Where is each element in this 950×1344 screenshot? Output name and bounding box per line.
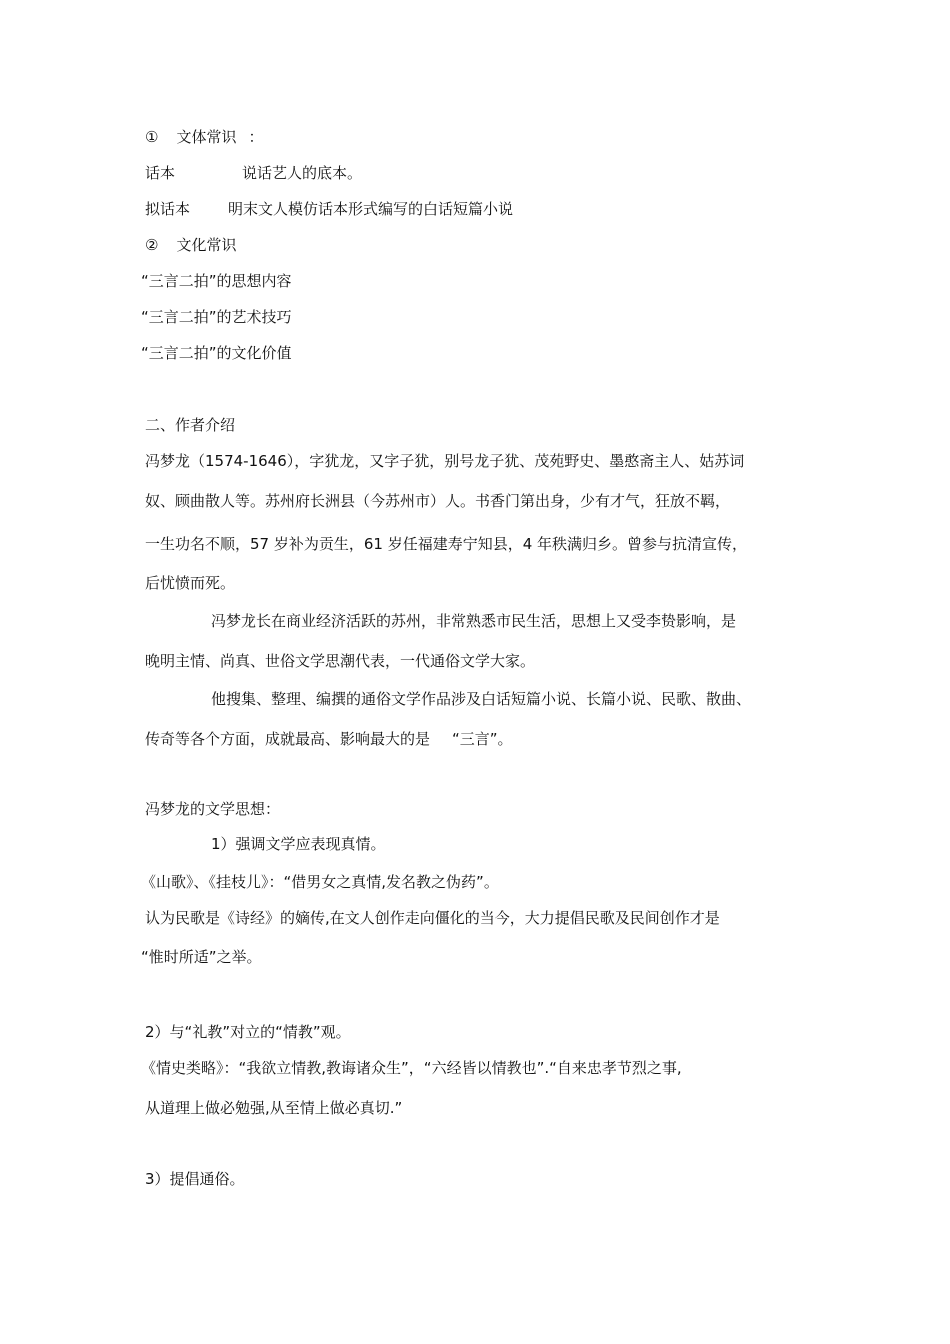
culture-item: “三言二拍”的艺术技巧	[141, 308, 292, 326]
item1-marker: ①	[145, 128, 159, 146]
nihuaben-definition: 明末文人模仿话本形式编写的白话短篇小说	[228, 200, 514, 218]
paragraph-line: 冯梦龙长在商业经济活跃的苏州，非常熟悉市民生活，思想上又受李贽影响，是	[211, 612, 737, 630]
thought-point-3: 3）提倡通俗。	[145, 1170, 245, 1188]
huaben-definition: 说话艺人的底本。	[242, 164, 363, 182]
item1-line	[145, 127, 263, 147]
paragraph-line	[145, 729, 513, 749]
thought-point-1-quote: 《山歌》、《挂枝儿》：“借男女之真情,发名教之伪药”。	[141, 873, 499, 891]
huaben-term: 话本	[145, 164, 176, 182]
thought-point-2-body: 《情史类略》：“我欲立情教,教诲诸众生”，“六经皆以情教也”.“自来忠孝节烈之事,	[141, 1059, 682, 1077]
item1-title: 文体常识	[176, 128, 237, 146]
nihuaben-line	[145, 199, 513, 219]
bio-line: 冯梦龙（1574-1646），字犹龙，又字子犹，别号龙子犹、茂苑野史、墨憨斋主人、姑苏词	[145, 452, 745, 470]
culture-item: “三言二拍”的文化价值	[141, 344, 292, 362]
bio-line: 一生功名不顺，57 岁补为贡生，61 岁任福建寿宁知县，4 年秩满归乡。曾参与抗清宣传，	[145, 535, 748, 553]
item2-line	[145, 235, 236, 255]
item2-title: 文化常识	[176, 236, 237, 254]
thought-point-2: 2）与“礼教”对立的“情教”观。	[145, 1023, 351, 1041]
paragraph-line: 他搜集、整理、编撰的通俗文学作品涉及白话短篇小说、长篇小说、民歌、散曲、	[211, 690, 752, 708]
huaben-line	[145, 163, 362, 183]
bio-line: 后忧愤而死。	[145, 574, 236, 592]
thought-heading: 冯梦龙的文学思想：	[145, 800, 281, 818]
nihuaben-term: 拟话本	[145, 200, 191, 218]
item1-colon: ：	[248, 128, 264, 146]
sanyan-quote: “三言”。	[452, 730, 513, 748]
section-two-heading: 二、作者介绍	[145, 416, 236, 434]
thought-point-1: 1）强调文学应表现真情。	[211, 835, 386, 853]
thought-point-2-body: 从道理上做必勉强,从至情上做必真切.”	[145, 1099, 403, 1117]
paragraph-line: 晚明主情、尚真、世俗文学思潮代表，一代通俗文学大家。	[145, 652, 536, 670]
thought-point-1-body: “惟时所适”之举。	[141, 948, 262, 966]
culture-item: “三言二拍”的思想内容	[141, 272, 292, 290]
paragraph-text: 传奇等各个方面，成就最高、影响最大的是	[145, 730, 431, 748]
thought-point-1-body: 认为民歌是《诗经》的嫡传,在文人创作走向僵化的当今，大力提倡民歌及民间创作才是	[145, 909, 720, 927]
item2-marker: ②	[145, 236, 159, 254]
bio-line: 奴、顾曲散人等。苏州府长洲县（今苏州市）人。书香门第出身，少有才气，狂放不羁，	[145, 492, 731, 510]
